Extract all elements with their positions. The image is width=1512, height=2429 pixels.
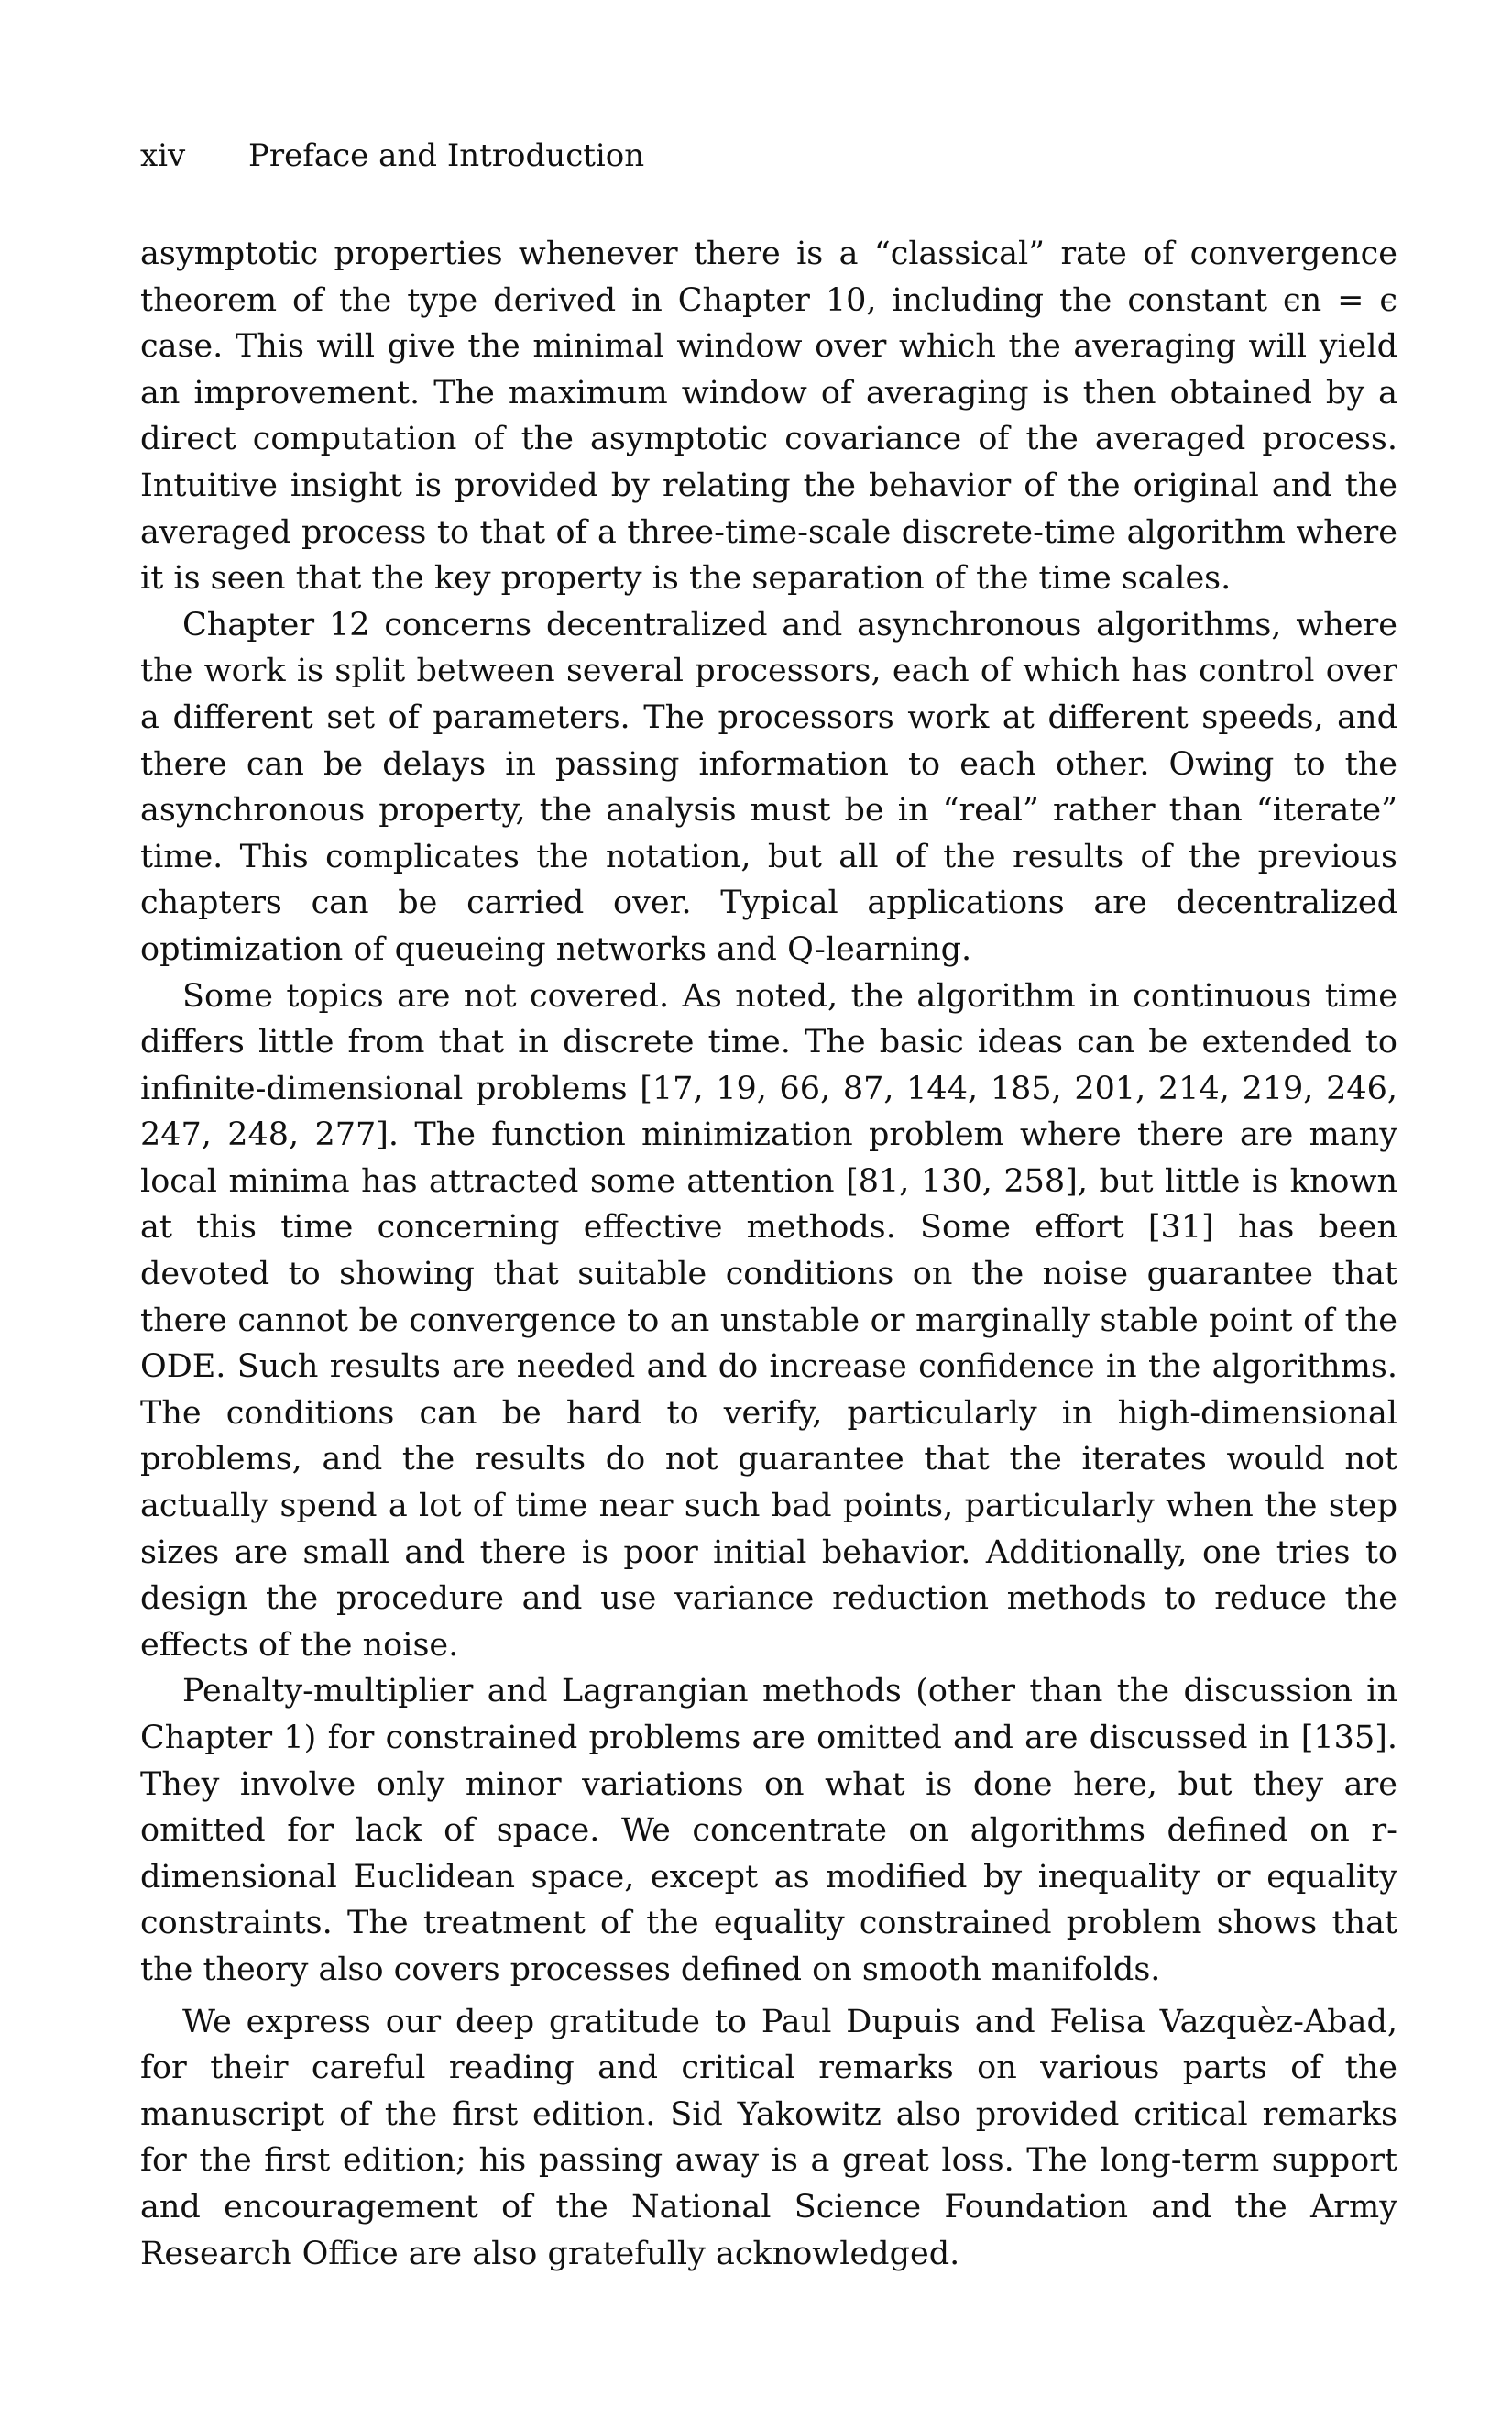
running-title: Preface and Introduction: [248, 137, 645, 174]
body-text: [140, 231, 1397, 2277]
paragraph: Some topics are not covered. As noted, the algorithm in continuous time differs little from that in discrete time. The basic ideas can be extended to infinite-dimensional problems [17, 19, 66, 87, 144, 185, 201, 214, 219, 246, 247, 248, 277]. The function minimization problem where there are many local minima has attracted some attention [81, 130, 258], but little is known at this time concerning effective methods. Some effort [31] has been devoted to showing that suitable conditions on the noise guarantee that there cannot be convergence to an unstable or marginally stable point of the ODE. Such results are needed and do increase confidence in the algorithms. The conditions can be hard to verify, particularly in high-dimensional problems, and the results do not guarantee that the iterates would not actually spend a lot of time near such bad points, particularly when the step sizes are small and there is poor initial behavior. Additionally, one tries to design the procedure and use variance reduction methods to reduce the effects of the noise.: [140, 977, 1397, 1664]
running-header: [140, 136, 644, 176]
paragraph: We express our deep gratitude to Paul Dupuis and Felisa Vazquèz-Abad, for their careful reading and critical remarks on various parts of the manuscript of the first edition. Sid Yakowitz also provided critical remarks for the first edition; his passing away is a great loss. The long-term support and encouragement of the National Science Foundation and the Army Research Office are also gratefully acknowledged.: [140, 2003, 1397, 2272]
paragraph: Penalty-multiplier and Lagrangian methods (other than the discussion in Chapter 1) for constrained problems are omitted and are discussed in [135]. They involve only minor variations on what is done here, but they are omitted for lack of space. We concentrate on algorithms defined on r-dimensional Euclidean space, except as modified by inequality or equality constraints. The treatment of the equality constrained problem shows that the theory also covers processes defined on smooth manifolds.: [140, 1673, 1397, 1988]
page-number: xiv: [140, 137, 186, 174]
paragraph: Chapter 12 concerns decentralized and asynchronous algorithms, where the work is split between several processors, each of which has control over a different set of parameters. The processors work at different speeds, and there can be delays in passing information to each other. Owing to the asynchronous property, the analysis must be in “real” rather than “iterate” time. This complicates the notation, but all of the results of the previous chapters can be carried over. Typical applications are decentralized optimization of queueing networks and Q-learning.: [140, 606, 1397, 968]
paragraph: asymptotic properties whenever there is a “classical” rate of convergence theorem of the type derived in Chapter 10, including the constant ϵn = ϵ case. This will give the minimal window over which the averaging will yield an improvement. The maximum window of averaging is then obtained by a direct computation of the asymptotic covariance of the averaged process. Intuitive insight is provided by relating the behavior of the original and the averaged process to that of a three-time-scale discrete-time algorithm where it is seen that the key property is the separation of the time scales.: [140, 236, 1397, 598]
